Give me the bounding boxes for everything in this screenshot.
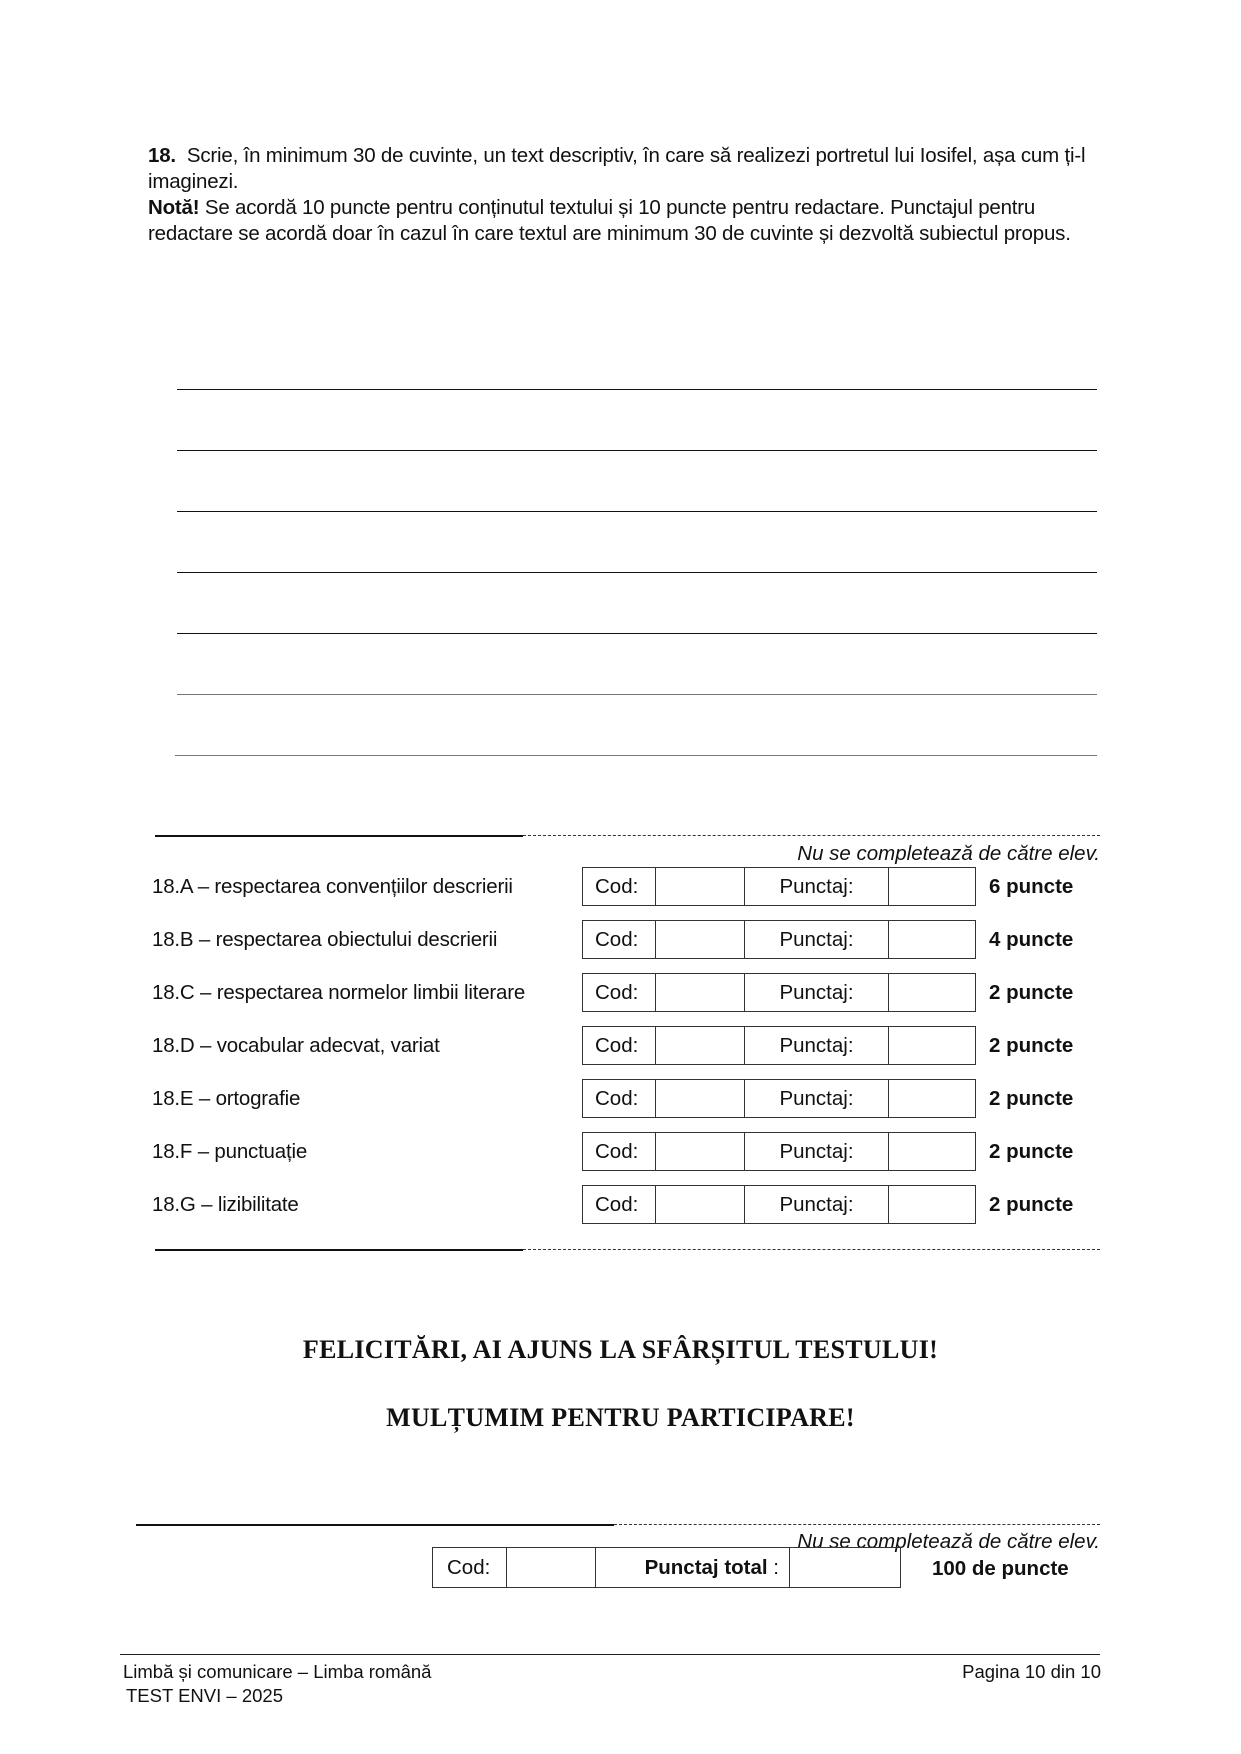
criterion-points: 2 puncte bbox=[989, 981, 1074, 1004]
score-label: Punctaj: bbox=[745, 1186, 889, 1223]
code-label: Cod: bbox=[583, 921, 656, 958]
criterion-points: 2 puncte bbox=[989, 1193, 1074, 1216]
total-code-field[interactable] bbox=[507, 1548, 596, 1587]
question-prompt-text: Scrie, în minimum 30 de cuvinte, un text descriptiv, în care să realizezi portretul lui Iosifel, așa cum ți-l imaginezi. bbox=[148, 144, 1086, 193]
criterion-points: 2 puncte bbox=[989, 1140, 1074, 1163]
criterion-points: 2 puncte bbox=[989, 1034, 1074, 1057]
score-box bbox=[582, 867, 976, 906]
question-prompt bbox=[148, 143, 1108, 195]
question-note bbox=[148, 195, 1108, 247]
answer-line[interactable] bbox=[177, 450, 1097, 451]
code-field[interactable] bbox=[656, 1080, 745, 1117]
total-max-points: 100 de puncte bbox=[932, 1557, 1069, 1580]
score-field[interactable] bbox=[889, 1027, 975, 1064]
score-label: Punctaj: bbox=[745, 921, 889, 958]
note-label: Notă! bbox=[148, 196, 200, 219]
score-box bbox=[582, 1132, 976, 1171]
code-label: Cod: bbox=[583, 868, 656, 905]
total-score-box bbox=[432, 1547, 901, 1588]
criterion-label: 18.D – vocabular adecvat, variat bbox=[152, 1034, 440, 1057]
note-text: Se acordă 10 puncte pentru conținutul textului și 10 puncte pentru redactare. Punctajul pentru redactare se acordă doar în cazul în care textul are minimum 30 de cuvinte și dezvoltă subiectul propus. bbox=[148, 196, 1071, 245]
congratulations-heading: FELICITĂRI, AI AJUNS LA SFÂRȘITUL TESTULUI! bbox=[302, 1335, 939, 1364]
criterion-points: 4 puncte bbox=[989, 928, 1074, 951]
total-note: Nu se completează de către elev. bbox=[797, 1530, 1100, 1553]
code-field[interactable] bbox=[656, 1133, 745, 1170]
thanks-heading: MULȚUMIM PENTRU PARTICIPARE! bbox=[386, 1403, 855, 1432]
score-box bbox=[582, 1026, 976, 1065]
score-box bbox=[582, 920, 976, 959]
score-field[interactable] bbox=[889, 868, 975, 905]
score-label: Punctaj: bbox=[745, 868, 889, 905]
answer-line[interactable] bbox=[177, 511, 1097, 512]
code-field[interactable] bbox=[656, 921, 745, 958]
footer-divider bbox=[120, 1654, 1100, 1655]
answer-line[interactable] bbox=[177, 633, 1097, 634]
question-number: 18. bbox=[148, 144, 176, 167]
total-code-label: Cod: bbox=[433, 1548, 507, 1587]
criterion-points: 6 puncte bbox=[989, 875, 1074, 898]
footer-subject: Limbă și comunicare – Limba română bbox=[123, 1661, 432, 1682]
grading-note: Nu se completează de către elev. bbox=[797, 842, 1100, 865]
code-label: Cod: bbox=[583, 1080, 656, 1117]
total-score-label bbox=[596, 1548, 790, 1587]
code-field[interactable] bbox=[656, 1027, 745, 1064]
score-box bbox=[582, 1079, 976, 1118]
answer-line[interactable] bbox=[177, 694, 1097, 695]
criterion-label: 18.B – respectarea obiectului descrierii bbox=[152, 928, 498, 951]
criterion-label: 18.A – respectarea convențiilor descrierii bbox=[152, 875, 513, 898]
question-18 bbox=[148, 143, 1108, 247]
code-label: Cod: bbox=[583, 1027, 656, 1064]
code-label: Cod: bbox=[583, 1186, 656, 1223]
score-label: Punctaj: bbox=[745, 974, 889, 1011]
answer-line[interactable] bbox=[175, 755, 1097, 756]
total-label-text: Punctaj total bbox=[644, 1555, 768, 1579]
total-label-colon: : bbox=[767, 1555, 779, 1579]
score-field[interactable] bbox=[889, 1133, 975, 1170]
score-box bbox=[582, 1185, 976, 1224]
code-label: Cod: bbox=[583, 974, 656, 1011]
code-field[interactable] bbox=[656, 974, 745, 1011]
score-label: Punctaj: bbox=[745, 1133, 889, 1170]
criterion-label: 18.F – punctuație bbox=[152, 1140, 308, 1163]
score-box bbox=[582, 973, 976, 1012]
footer-test-name: TEST ENVI – 2025 bbox=[126, 1685, 283, 1706]
score-label: Punctaj: bbox=[745, 1027, 889, 1064]
score-field[interactable] bbox=[889, 1186, 975, 1223]
criterion-label: 18.C – respectarea normelor limbii literare bbox=[152, 981, 526, 1004]
total-score-field[interactable] bbox=[790, 1548, 900, 1587]
footer-page-number: Pagina 10 din 10 bbox=[962, 1661, 1101, 1682]
code-label: Cod: bbox=[583, 1133, 656, 1170]
score-field[interactable] bbox=[889, 1080, 975, 1117]
score-label: Punctaj: bbox=[745, 1080, 889, 1117]
criterion-points: 2 puncte bbox=[989, 1087, 1074, 1110]
code-field[interactable] bbox=[656, 868, 745, 905]
criterion-label: 18.E – ortografie bbox=[152, 1087, 301, 1110]
criterion-label: 18.G – lizibilitate bbox=[152, 1193, 299, 1216]
score-field[interactable] bbox=[889, 921, 975, 958]
answer-line[interactable] bbox=[177, 572, 1097, 573]
score-field[interactable] bbox=[889, 974, 975, 1011]
code-field[interactable] bbox=[656, 1186, 745, 1223]
answer-line[interactable] bbox=[177, 389, 1097, 390]
